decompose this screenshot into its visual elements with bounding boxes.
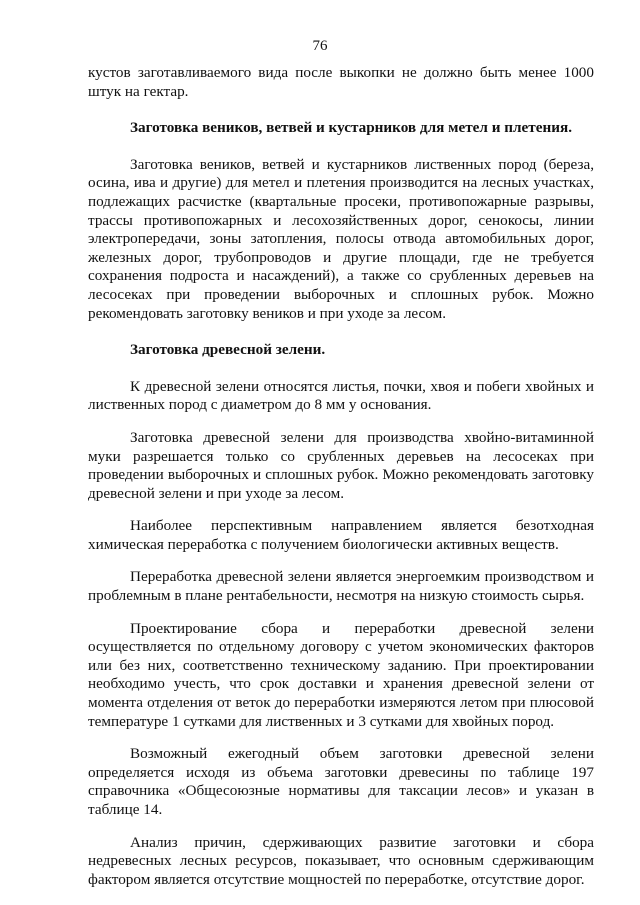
paragraph-greenery-harvesting: Заготовка древесной зелени для производства хвойно-витаминной муки разрешается только со срубленных деревьев на лесосеках при проведении выборочных и сплошных рубок. Можно рекомендовать заготовку древесной зелени и при уходе за лесом. — [88, 428, 594, 502]
section-heading-greenery: Заготовка древесной зелени. — [130, 341, 326, 359]
paragraph-brooms: Заготовка веников, ветвей и кустарников лиственных пород (береза, осина, ива и другие) для метел и плетения производится на лесных участках, подлежащих расчистке (квартальные просеки, противопожарные разрывы, трассы противопожарных и лесохозяйственных дорог, сенокосы, линии электропередачи, зоны затопления, полосы отвода автомобильных дорог, железных дорог, трубопроводов и другие площади, где не требуется сохранения подроста и насаждений), а также со срубленных деревьев на лесосеках при проведении выборочных и сплошных рубок. Можно рекомендовать заготовку веников и при уходе за лесом. — [88, 155, 594, 322]
paragraph-continuation: кустов заготавливаемого вида после выкопки не должно быть менее 1000 штук на гектар. — [88, 64, 594, 100]
page-number: 76 — [312, 38, 328, 54]
paragraph-chemical-processing: Наиболее перспективным направлением является безотходная химическая переработка с получением биологически активных веществ. — [88, 517, 594, 553]
page-body — [88, 64, 594, 889]
paragraph-greenery-definition: К древесной зелени относятся листья, почки, хвоя и побеги хвойных и лиственных пород с диаметром до 8 мм у основания. — [88, 377, 594, 414]
paragraph-processing-profitability: Переработка древесной зелени является энергоемким производством и проблемным в плане рентабельности, несмотря на низкую стоимость сырья. — [88, 568, 594, 605]
paragraph-annual-volume: Возможный ежегодный объем заготовки древесной зелени определяется исходя из объема заготовки древесины по таблице 197 справочника «Общесоюзные нормативы для таксации лесов» и указан в таблице 14. — [88, 745, 594, 818]
paragraph-design: Проектирование сбора и переработки древесной зелени осуществляется по отдельному договору с учетом экономических факторов или без них, соответственно техническому заданию. При проектировании необходимо учесть, что срок доставки и хранения древесной зелени от момента отделения от веток до переработки измеряются летом при плюсовой температуре 1 сутками для лиственных и 3 сутками для хвойных пород. — [88, 619, 594, 730]
section-heading-brooms: Заготовка веников, ветвей и кустарников для метел и плетения. — [130, 119, 573, 137]
paragraph-analysis: Анализ причин, сдерживающих развитие заготовки и сбора недревесных лесных ресурсов, показывает, что основным сдерживающим фактором является отсутствие мощностей по переработке, отсутствие дорог. — [88, 833, 594, 888]
